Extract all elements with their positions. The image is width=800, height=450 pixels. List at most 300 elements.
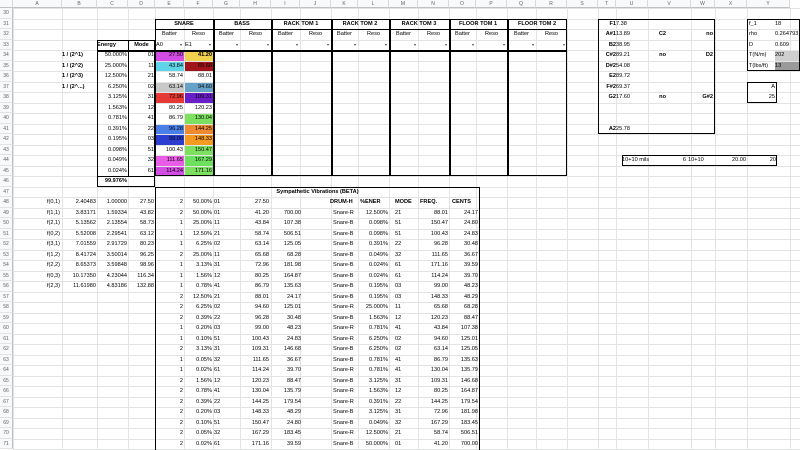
sym-drum: 1 [179, 241, 183, 247]
sym-match-mode: 02 [395, 346, 402, 352]
energy-fraction-label: 1 / (2^2) [62, 62, 83, 69]
param-value: 0.609 [775, 41, 789, 48]
sym-match-mode: 32 [395, 419, 402, 426]
sym-freq: 80.25 [255, 272, 269, 279]
sym-freq: 63.14 [255, 241, 269, 247]
reso-label: Reso [544, 31, 559, 37]
note-freq: 38.95 [616, 41, 630, 48]
batter-label: Batter [162, 31, 177, 37]
divider [155, 29, 567, 30]
energy-header: Energy [97, 41, 116, 48]
batter-dropdown[interactable]: A0 ▾ [156, 41, 182, 48]
row-header-68[interactable]: 68 [0, 407, 13, 418]
sym-match-energy: 25.000% [365, 304, 388, 310]
mode-value: 31 [147, 94, 154, 100]
sym-cents: 36.67 [287, 356, 301, 363]
row-header-64[interactable]: 64 [0, 365, 13, 376]
sym-energy: 0.39% [196, 398, 212, 405]
chevron-down-icon: ▾ [326, 41, 329, 47]
drum-table-frame [155, 19, 567, 177]
sym-match-drum: Snare-B [333, 283, 354, 289]
sym-cents: 135.63 [283, 283, 301, 289]
snare-reso-freq: 41.20 [198, 52, 212, 58]
row-header-52[interactable]: 52 [0, 239, 13, 250]
sym-energy: 50.00% [193, 199, 212, 205]
column-header-N[interactable]: N [418, 0, 449, 8]
column-header-O[interactable]: O [449, 0, 476, 8]
sym-match-cents: 88.47 [464, 314, 478, 321]
row-header-53[interactable]: 53 [0, 250, 13, 261]
note-freq: 89.72 [616, 73, 630, 79]
sym-energy: 25.00% [193, 220, 212, 226]
snare-batter-freq: 80.25 [169, 104, 183, 111]
sym-match-energy: 6.250% [369, 335, 388, 342]
chevron-down-icon: ▾ [562, 41, 565, 47]
sym-match-cents: 700.00 [460, 440, 478, 447]
energy-fraction-label: 1 / (2^3) [62, 73, 83, 79]
energy-value: 1.563% [108, 104, 127, 111]
computed-freq: 43.82 [140, 209, 154, 216]
batter-label: Batter [455, 31, 470, 37]
energy-value: 0.391% [108, 125, 127, 132]
drum-header-rack-tom-1: RACK TOM 1 [283, 20, 319, 27]
row-header-57[interactable]: 57 [0, 292, 13, 303]
column-header-V[interactable]: V [648, 0, 691, 8]
sym-match-drum: Snare-R [333, 367, 354, 373]
sym-cents: 164.87 [283, 272, 301, 279]
sym-match-freq: 130.04 [430, 367, 448, 373]
drum-header-bass: BASS [234, 20, 250, 27]
sym-cents: 125.01 [283, 304, 301, 310]
column-header-I[interactable]: I [271, 0, 300, 8]
sym-match-energy: 0.024% [369, 262, 388, 268]
sym-cents: 107.38 [283, 220, 301, 226]
snare-reso-freq: 144.25 [194, 125, 212, 132]
snare-reso-freq: 65.68 [198, 62, 212, 69]
column-header-P[interactable]: P [476, 0, 507, 8]
sym-match-freq: 120.23 [430, 314, 448, 321]
sym-energy: 3.13% [196, 262, 212, 268]
sym-match-drum: Snare-B [333, 230, 354, 237]
energy-value: 25.000% [104, 62, 127, 69]
sym-freq: 86.79 [255, 283, 269, 289]
ratio-value: 2.13554 [106, 220, 127, 226]
sym-match-freq: 100.43 [430, 230, 448, 237]
chevron-down-icon: ▾ [531, 41, 534, 47]
snare-reso-freq: 171.16 [194, 167, 212, 174]
row-header-54[interactable]: 54 [0, 260, 13, 271]
row-header-44[interactable]: 44 [0, 155, 13, 166]
mils-value: 20.00 [732, 157, 746, 163]
param-value: 0.264793 [775, 31, 799, 37]
column-header-B[interactable]: B [62, 0, 97, 8]
sym-drum: 1 [179, 325, 183, 331]
sym-energy: 0.10% [196, 419, 212, 426]
row-header-58[interactable]: 58 [0, 302, 13, 313]
chevron-down-icon: ▾ [384, 41, 387, 47]
snare-reso-freq: 88.01 [198, 73, 212, 79]
energy-value: 0.024% [108, 167, 127, 174]
snare-batter-freq: 99.00 [169, 136, 183, 142]
column-header-U[interactable]: U [616, 0, 648, 8]
column-header-H[interactable]: H [240, 0, 271, 8]
energy-value: 0.098% [108, 146, 127, 153]
sym-energy: 0.10% [196, 335, 212, 342]
sym-cents: 48.23 [287, 325, 301, 331]
sym-match-drum: Snare-R [333, 335, 354, 342]
column-header-A[interactable]: A [13, 0, 62, 8]
sym-energy: 12.50% [193, 230, 212, 237]
note-name: G2 [608, 94, 616, 100]
batter-label: Batter [396, 31, 411, 37]
sym-match-energy: 0.781% [369, 325, 388, 331]
energy-fraction-label: 1 / (2^...) [62, 83, 85, 90]
mode-label: f(2,2) [46, 262, 60, 268]
sym-match-mode: 61 [395, 262, 402, 268]
sym-match-cents: 125.05 [460, 346, 478, 352]
param-label: T(lbs/ft) [749, 62, 768, 69]
snare-reso-freq: 120.23 [194, 104, 212, 111]
snare-batter-freq: 100.43 [165, 146, 183, 153]
row-header-70[interactable]: 70 [0, 428, 13, 439]
sym-match-mode: 51 [395, 230, 402, 237]
sym-match-cents: 24.80 [464, 220, 478, 226]
sym-match-mode: 12 [395, 388, 402, 394]
computed-freq: 96.25 [140, 251, 154, 258]
drum-header-rack-tom-3: RACK TOM 3 [401, 20, 437, 27]
sym-freq: 144.25 [251, 398, 269, 405]
sym-mode: 01 [214, 209, 221, 216]
sym-match-freq: 171.16 [430, 262, 448, 268]
column-header-J[interactable]: J [300, 0, 331, 8]
sym-match-mode: 01 [395, 440, 402, 447]
energy-value: 0.049% [108, 157, 127, 163]
sym-cents: 135.79 [283, 388, 301, 394]
snare-reso-freq: 109.31 [194, 94, 212, 100]
reso-label: Reso [248, 31, 263, 37]
sym-cents: 183.45 [283, 430, 301, 436]
column-header-X[interactable]: X [715, 0, 747, 8]
sym-match-cents: 68.28 [464, 304, 478, 310]
mils-value: 10+10 [688, 157, 704, 163]
sym-match-energy: 0.098% [369, 230, 388, 237]
column-header-K[interactable]: K [331, 0, 358, 8]
column-header-T[interactable]: T [598, 0, 616, 8]
sym-match-mode: 32 [395, 251, 402, 258]
sym-match-energy: 0.195% [369, 293, 388, 300]
sym-freq: 58.74 [255, 230, 269, 237]
sym-match-cents: 24.83 [464, 230, 478, 237]
row-header-62[interactable]: 62 [0, 344, 13, 355]
row-header-38[interactable]: 38 [0, 92, 13, 103]
row-header-48[interactable]: 48 [0, 197, 13, 208]
sym-cents: 39.70 [287, 367, 301, 373]
row-header-47[interactable]: 47 [0, 187, 13, 198]
energy-value: 0.781% [108, 115, 127, 121]
sym-match-freq: 94.60 [434, 335, 448, 342]
sym-match-freq: 150.47 [430, 220, 448, 226]
row-header-40[interactable]: 40 [0, 113, 13, 124]
sym-match-mode: 02 [395, 335, 402, 342]
column-header-M[interactable]: M [389, 0, 418, 8]
sym-match-freq: 99.00 [434, 283, 448, 289]
row-header-69[interactable]: 69 [0, 418, 13, 429]
sym-match-cents: 24.17 [464, 209, 478, 216]
row-header-32[interactable]: 32 [0, 29, 13, 40]
reso-label: Reso [366, 31, 381, 37]
note-extra: G#2 [702, 94, 713, 100]
sym-match-mode: 61 [395, 272, 402, 279]
note-name: A#1 [605, 31, 616, 37]
sym-drum: 1 [179, 356, 183, 363]
row-header-56[interactable]: 56 [0, 281, 13, 292]
sym-match-freq: 148.33 [430, 293, 448, 300]
corner-select-all[interactable] [0, 0, 13, 8]
sym-drum: 2 [179, 314, 183, 321]
column-header-W[interactable]: W [691, 0, 715, 8]
sym-drum: 2 [179, 293, 183, 300]
sym-match-cents: 39.70 [464, 272, 478, 279]
note-freq: 54.08 [616, 62, 630, 69]
reso-label: Reso [191, 31, 206, 37]
sym-drum: 1 [179, 272, 183, 279]
sym-energy: 0.02% [196, 440, 212, 447]
column-header-L[interactable]: L [358, 0, 389, 8]
ratio-value: 3.50014 [106, 251, 127, 258]
sym-freq: 150.47 [251, 419, 269, 426]
column-header-Y[interactable]: Y [747, 0, 790, 8]
sym-match-energy: 0.391% [369, 398, 388, 405]
sym-match-energy: 0.098% [369, 220, 388, 226]
column-header-C[interactable]: C [97, 0, 128, 8]
sym-match-cents: 135.79 [460, 367, 478, 373]
note-extra: C2 [658, 31, 666, 37]
sym-cents: 88.47 [287, 377, 301, 384]
sym-match-drum: Snare-B [333, 220, 354, 226]
row-header-30[interactable]: 30 [0, 8, 13, 19]
column-header-D[interactable]: D [128, 0, 155, 8]
bessel-zero: 2.40483 [75, 199, 96, 205]
snare-batter-freq: 96.28 [169, 125, 183, 132]
sym-freq: 130.04 [251, 388, 269, 394]
sym-energy: 1.56% [196, 377, 212, 384]
divider [389, 19, 391, 177]
mode-label: f(0,3) [46, 272, 60, 279]
snare-batter-freq: 72.96 [169, 94, 183, 100]
mode-label: f(2,1) [46, 220, 60, 226]
chevron-down-icon: ▾ [179, 41, 182, 47]
sym-match-freq: 80.25 [434, 388, 448, 394]
sym-drum: 1 [179, 367, 183, 373]
energy-table-frame [97, 40, 155, 187]
sym-energy: 50.00% [193, 209, 212, 216]
sym-mode: 11 [214, 251, 220, 258]
snare-batter-freq: 27.50 [169, 52, 183, 58]
sym-match-cents: 506.51 [460, 430, 478, 436]
sym-match-drum: Snare-B [333, 314, 354, 321]
sym-mode: 03 [214, 325, 221, 331]
sym-match-freq: 109.31 [430, 377, 448, 384]
energy-value: 0.195% [108, 136, 127, 142]
row-header-42[interactable]: 42 [0, 134, 13, 145]
sym-freq: 148.33 [251, 409, 269, 415]
param-label: T(N/m) [749, 52, 767, 58]
sym-energy: 0.20% [196, 325, 212, 331]
reso-dropdown[interactable]: E1 ▾ [185, 41, 211, 48]
note-freq: 13.89 [616, 31, 630, 37]
sym-match-energy: 12.500% [365, 209, 388, 216]
snare-reso-freq: 130.04 [194, 115, 212, 121]
row-header-49[interactable]: 49 [0, 208, 13, 219]
batter-label: Batter [278, 31, 293, 37]
snare-batter-freq: 111.65 [166, 157, 183, 163]
sym-match-cents: 48.23 [464, 283, 478, 289]
sym-header: MODE [395, 199, 412, 205]
sym-freq: 41.20 [255, 209, 269, 216]
sym-mode: 11 [214, 220, 220, 226]
sym-match-mode: 41 [395, 325, 402, 331]
row-header-43[interactable]: 43 [0, 145, 13, 156]
sym-header: %ENER [360, 199, 381, 205]
row-header-37[interactable]: 37 [0, 82, 13, 93]
sym-match-drum: Snare-R [333, 430, 354, 436]
ratio-value: 2.29541 [106, 230, 127, 237]
row-header-50[interactable]: 50 [0, 218, 13, 229]
snare-reso-freq: 148.33 [194, 136, 212, 142]
sym-match-energy: 0.391% [369, 241, 388, 247]
sym-cents: 30.48 [287, 314, 301, 321]
row-header-34[interactable]: 34 [0, 50, 13, 61]
row-header-71[interactable]: 71 [0, 439, 13, 450]
sym-drum: 2 [179, 430, 183, 436]
column-header-Q[interactable]: Q [507, 0, 536, 8]
sym-match-cents: 125.01 [460, 335, 478, 342]
note-extra: D2 [705, 52, 713, 58]
row-header-46[interactable]: 46 [0, 176, 13, 187]
divider [449, 19, 451, 177]
params-frame [747, 19, 800, 72]
row-header-65[interactable]: 65 [0, 376, 13, 387]
sym-match-cents: 48.29 [464, 293, 478, 300]
sym-cents: 146.68 [283, 346, 301, 352]
column-header-G[interactable]: G [213, 0, 240, 8]
sym-mode: 21 [214, 293, 221, 300]
sym-match-drum: Snare-B [333, 293, 354, 300]
row-header-51[interactable]: 51 [0, 229, 13, 240]
sym-match-energy: 0.781% [369, 367, 388, 373]
sym-match-energy: 3.125% [369, 377, 388, 384]
batter-label: Batter [337, 31, 352, 37]
sym-freq: 94.60 [255, 304, 269, 310]
row-header-60[interactable]: 60 [0, 323, 13, 334]
row-header-61[interactable]: 61 [0, 334, 13, 345]
column-header-E[interactable]: E [155, 0, 184, 8]
column-header-S[interactable]: S [567, 0, 598, 8]
sym-energy: 0.02% [196, 367, 212, 373]
sym-match-energy: 0.781% [369, 356, 388, 363]
sym-match-drum: Snare-R [333, 209, 354, 216]
sym-cents: 125.05 [283, 241, 301, 247]
row-header-31[interactable]: 31 [0, 19, 13, 30]
divider [213, 19, 215, 177]
sym-freq: 27.50 [255, 199, 269, 205]
ratio-value: 1.00000 [106, 199, 127, 205]
bessel-zero: 5.13562 [75, 220, 96, 226]
sym-mode: 61 [214, 367, 221, 373]
sym-mode: 51 [214, 335, 221, 342]
ratio-value: 3.59848 [106, 262, 127, 268]
ratio-value: 2.91729 [106, 241, 127, 247]
sym-mode: 32 [214, 356, 221, 363]
note-freq: 7.38 [616, 20, 627, 27]
note-name: B2 [608, 41, 616, 48]
sym-mode: 32 [214, 430, 221, 436]
divider [271, 19, 273, 177]
sym-match-freq: 41.20 [434, 440, 448, 447]
row-header-41[interactable]: 41 [0, 124, 13, 135]
ratio-value: 1.59334 [106, 209, 127, 216]
sym-energy: 0.39% [196, 314, 212, 321]
row-header-66[interactable]: 66 [0, 386, 13, 397]
sym-energy: 0.20% [196, 409, 212, 415]
sym-header: DRUM-H [330, 199, 353, 205]
chevron-down-icon: ▾ [471, 41, 474, 47]
sym-match-cents: 164.87 [460, 388, 478, 394]
row-header-59[interactable]: 59 [0, 313, 13, 324]
sym-match-cents: 135.63 [460, 356, 478, 363]
row-header-55[interactable]: 55 [0, 271, 13, 282]
row-header-67[interactable]: 67 [0, 397, 13, 408]
divider [97, 176, 155, 177]
sym-energy: 12.50% [193, 293, 212, 300]
snare-batter-freq: 86.79 [169, 115, 183, 121]
sym-drum: 2 [179, 199, 183, 205]
column-header-R[interactable]: R [536, 0, 567, 8]
sym-mode: 12 [214, 377, 221, 384]
column-header-F[interactable]: F [184, 0, 213, 8]
sym-match-cents: 181.98 [460, 409, 478, 415]
row-header-39[interactable]: 39 [0, 103, 13, 114]
sym-match-drum: Snare-B [333, 251, 354, 258]
sym-drum: 2 [179, 409, 183, 415]
reso-label: Reso [426, 31, 441, 37]
ratio-value: 4.23044 [106, 272, 127, 279]
notes-frame [598, 19, 715, 135]
sym-freq: 100.43 [251, 335, 269, 342]
sym-drum: 1 [179, 283, 183, 289]
param-label: A [771, 83, 775, 90]
mode-label: f(0,1) [46, 199, 60, 205]
row-header-63[interactable]: 63 [0, 355, 13, 366]
sym-freq: 171.16 [251, 440, 269, 447]
note-freq: 69.37 [616, 83, 630, 90]
note-name: E2 [609, 73, 616, 79]
chevron-down-icon: ▾ [295, 41, 298, 47]
mode-header: Mode [134, 41, 149, 48]
mode-label: f(1,1) [46, 209, 60, 216]
sym-mode: 22 [214, 398, 221, 405]
note-freq: 89.21 [616, 52, 630, 58]
snare-batter-freq: 43.84 [169, 62, 183, 69]
row-header-45[interactable]: 45 [0, 166, 13, 177]
energy-fraction-label: 1 / (2^1) [62, 52, 83, 58]
row-header-35[interactable]: 35 [0, 61, 13, 72]
row-header-36[interactable]: 36 [0, 71, 13, 82]
sym-match-freq: 43.84 [434, 325, 448, 331]
sym-match-drum: Snare-B [333, 419, 354, 426]
computed-freq: 132.88 [136, 283, 154, 289]
row-header-33[interactable]: 33 [0, 40, 13, 51]
